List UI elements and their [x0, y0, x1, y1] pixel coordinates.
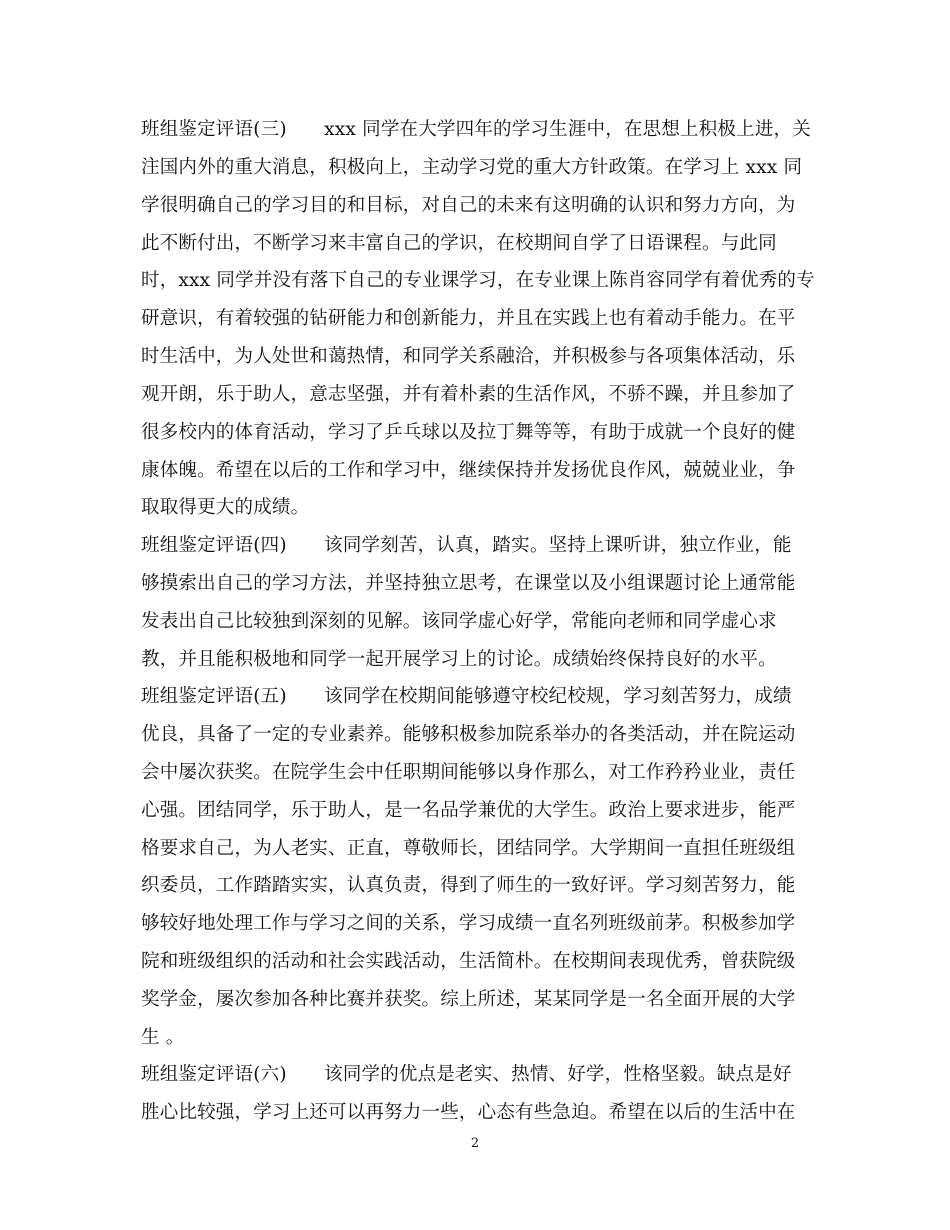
text-line: 教，并且能积极地和同学一起开展学习上的讨论。成绩始终保持良好的水平。 — [141, 649, 777, 670]
text-line: 够摸索出自己的学习方法，并坚持独立思考，在课堂以及小组课题讨论上通常能 — [141, 573, 796, 594]
text-line: 班组鉴定评语(三) xxx 同学在大学四年的学习生涯中，在思想上积极上进，关 — [141, 119, 811, 140]
text-line: 格要求自己，为人老实、正直，尊敬师长，团结同学。大学期间一直担任班级组 — [141, 838, 796, 859]
text-line: 此不断付出，不断学习来丰富自己的学识，在校期间自学了日语课程。与此同 — [141, 233, 777, 254]
text-line: 取取得更大的成绩。 — [141, 497, 310, 518]
text-line: 观开朗，乐于助人，意志坚强，并有着朴素的生活作风，不骄不躁，并且参加了 — [141, 384, 796, 405]
text-line: 够较好地处理工作与学习之间的关系，学习成绩一直名列班级前茅。积极参加学 — [141, 913, 796, 934]
text-line: 班组鉴定评语(四) 该同学刻苦，认真，踏实。坚持上课听讲，独立作业，能 — [141, 535, 792, 556]
text-line: 康体魄。希望在以后的工作和学习中，继续保持并发扬优良作风，兢兢业业，争 — [141, 460, 796, 481]
text-line: 时，xxx 同学并没有落下自己的专业课学习，在专业课上陈肖容同学有着优秀的专 — [141, 270, 815, 291]
text-line: 奖学金，屡次参加各种比赛并获奖。综上所述，某某同学是一名全面开展的大学 — [141, 989, 796, 1010]
text-line: 心强。团结同学，乐于助人，是一名品学兼优的大学生。政治上要求进步，能严 — [141, 800, 796, 821]
text-line: 学很明确自己的学习目的和目标，对自己的未来有这明确的认识和努力方向，为 — [141, 195, 796, 216]
text-line: 优良，具备了一定的专业素养。能够积极参加院系举办的各类活动，并在院运动 — [141, 724, 796, 745]
text-line: 很多校内的体育活动，学习了乒乓球以及拉丁舞等等，有助于成就一个良好的健 — [141, 422, 796, 443]
text-line: 会中屡次获奖。在院学生会中任职期间能够以身作那么，对工作矜矜业业，责任 — [141, 762, 796, 783]
text-line: 院和班级组织的活动和社会实践活动，生活简朴。在校期间表现优秀，曾获院级 — [141, 951, 796, 972]
text-line: 发表出自己比较独到深刻的见解。该同学虚心好学，常能向老师和同学虚心求 — [141, 611, 777, 632]
text-line: 研意识，有着较强的钻研能力和创新能力，并且在实践上也有着动手能力。在平 — [141, 308, 796, 329]
text-line: 胜心比较强，学习上还可以再努力一些，心态有些急迫。希望在以后的生活中在 — [141, 1102, 796, 1123]
text-line: 班组鉴定评语(五) 该同学在校期间能够遵守校纪校规，学习刻苦努力，成绩 — [141, 686, 792, 707]
text-line: 注国内外的重大消息，积极向上，主动学习党的重大方针政策。在学习上 xxx 同 — [141, 157, 803, 178]
text-line: 织委员，工作踏踏实实，认真负责，得到了师生的一致好评。学习刻苦努力，能 — [141, 875, 796, 896]
text-line: 生 。 — [141, 1027, 185, 1048]
text-line: 班组鉴定评语(六) 该同学的优点是老实、热情、好学，性格坚毅。缺点是好 — [141, 1064, 792, 1085]
text-line: 时生活中，为人处世和蔼热情，和同学关系融洽，并积极参与各项集体活动，乐 — [141, 346, 796, 367]
page-number: 2 — [470, 1136, 480, 1151]
